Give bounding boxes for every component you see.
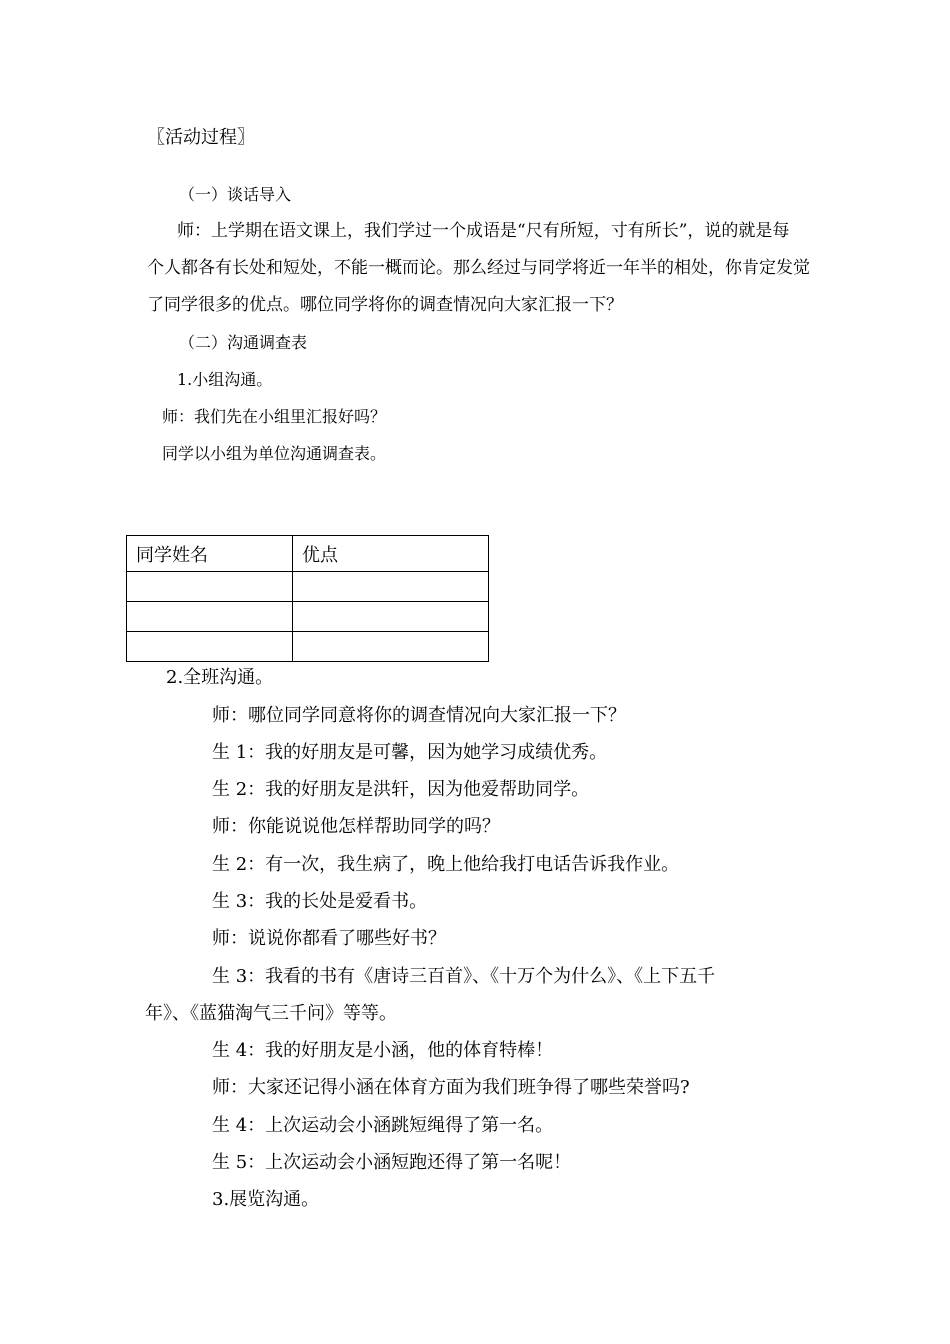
dialogue-line: 生 3：我的长处是爱看书。 [212,891,428,912]
step1-title: 1.小组沟通。 [177,370,273,389]
part2-heading: （二）沟通调查表 [179,333,308,352]
table-row [127,602,489,632]
dialogue-line: 生 3：我看的书有《唐诗三百首》、《十万个为什么》、《上下五千 [212,966,716,987]
dialogue-line: 师：说说你都看了哪些好书？ [212,928,446,949]
dialogue-line: 年》、《蓝猫淘气三千问》等等。 [145,1003,397,1024]
group-instruction: 同学以小组为单位沟通调查表。 [162,444,387,463]
header-classmate-name: 同学姓名 [127,536,293,572]
dialogue-line: 师：你能说说他怎样帮助同学的吗？ [212,816,500,837]
survey-table [126,535,489,662]
table-row [127,632,489,662]
table-cell [127,572,293,602]
table-cell [127,602,293,632]
table-row [127,572,489,602]
table-cell [293,632,489,662]
dialogue-line: 生 2：我的好朋友是洪轩，因为他爱帮助同学。 [212,779,590,800]
dialogue-line: 生 5：上次运动会小涵短跑还得了第一名呢！ [212,1152,572,1173]
part1-heading: （一）谈话导入 [179,185,292,204]
table-header-row [127,536,489,572]
table-cell [293,602,489,632]
dialogue-line: 生 2：有一次，我生病了，晚上他给我打电话告诉我作业。 [212,854,680,875]
header-strengths: 优点 [293,536,489,572]
dialogue-line: 生 4：我的好朋友是小涵，他的体育特棒！ [212,1040,554,1061]
dialogue-line: 师：大家还记得小涵在体育方面为我们班争得了哪些荣誉吗? [212,1077,690,1098]
table-cell [127,632,293,662]
step2-title: 2.全班沟通。 [166,667,274,688]
dialogue-line: 生 4：上次运动会小涵跳短绳得了第一名。 [212,1115,554,1136]
table-cell [293,572,489,602]
dialogue-line: 生 1：我的好朋友是可馨，因为她学习成绩优秀。 [212,742,608,763]
teacher-question: 师：我们先在小组里汇报好吗？ [162,407,387,426]
intro-paragraph-line-3: 了同学很多的优点。哪位同学将你的调查情况向大家汇报一下？ [147,295,623,315]
section-title: 〖活动过程〗 [147,127,255,148]
dialogue-line: 师：哪位同学同意将你的调查情况向大家汇报一下？ [212,705,626,726]
intro-paragraph-line-1: 师：上学期在语文课上，我们学过一个成语是“尺有所短，寸有所长”，说的就是每 [177,221,790,241]
intro-paragraph-line-2: 个人都各有长处和短处，不能一概而论。那么经过与同学将近一年半的相处，你肯定发觉 [147,258,810,278]
step3-title: 3.展览沟通。 [212,1189,320,1210]
